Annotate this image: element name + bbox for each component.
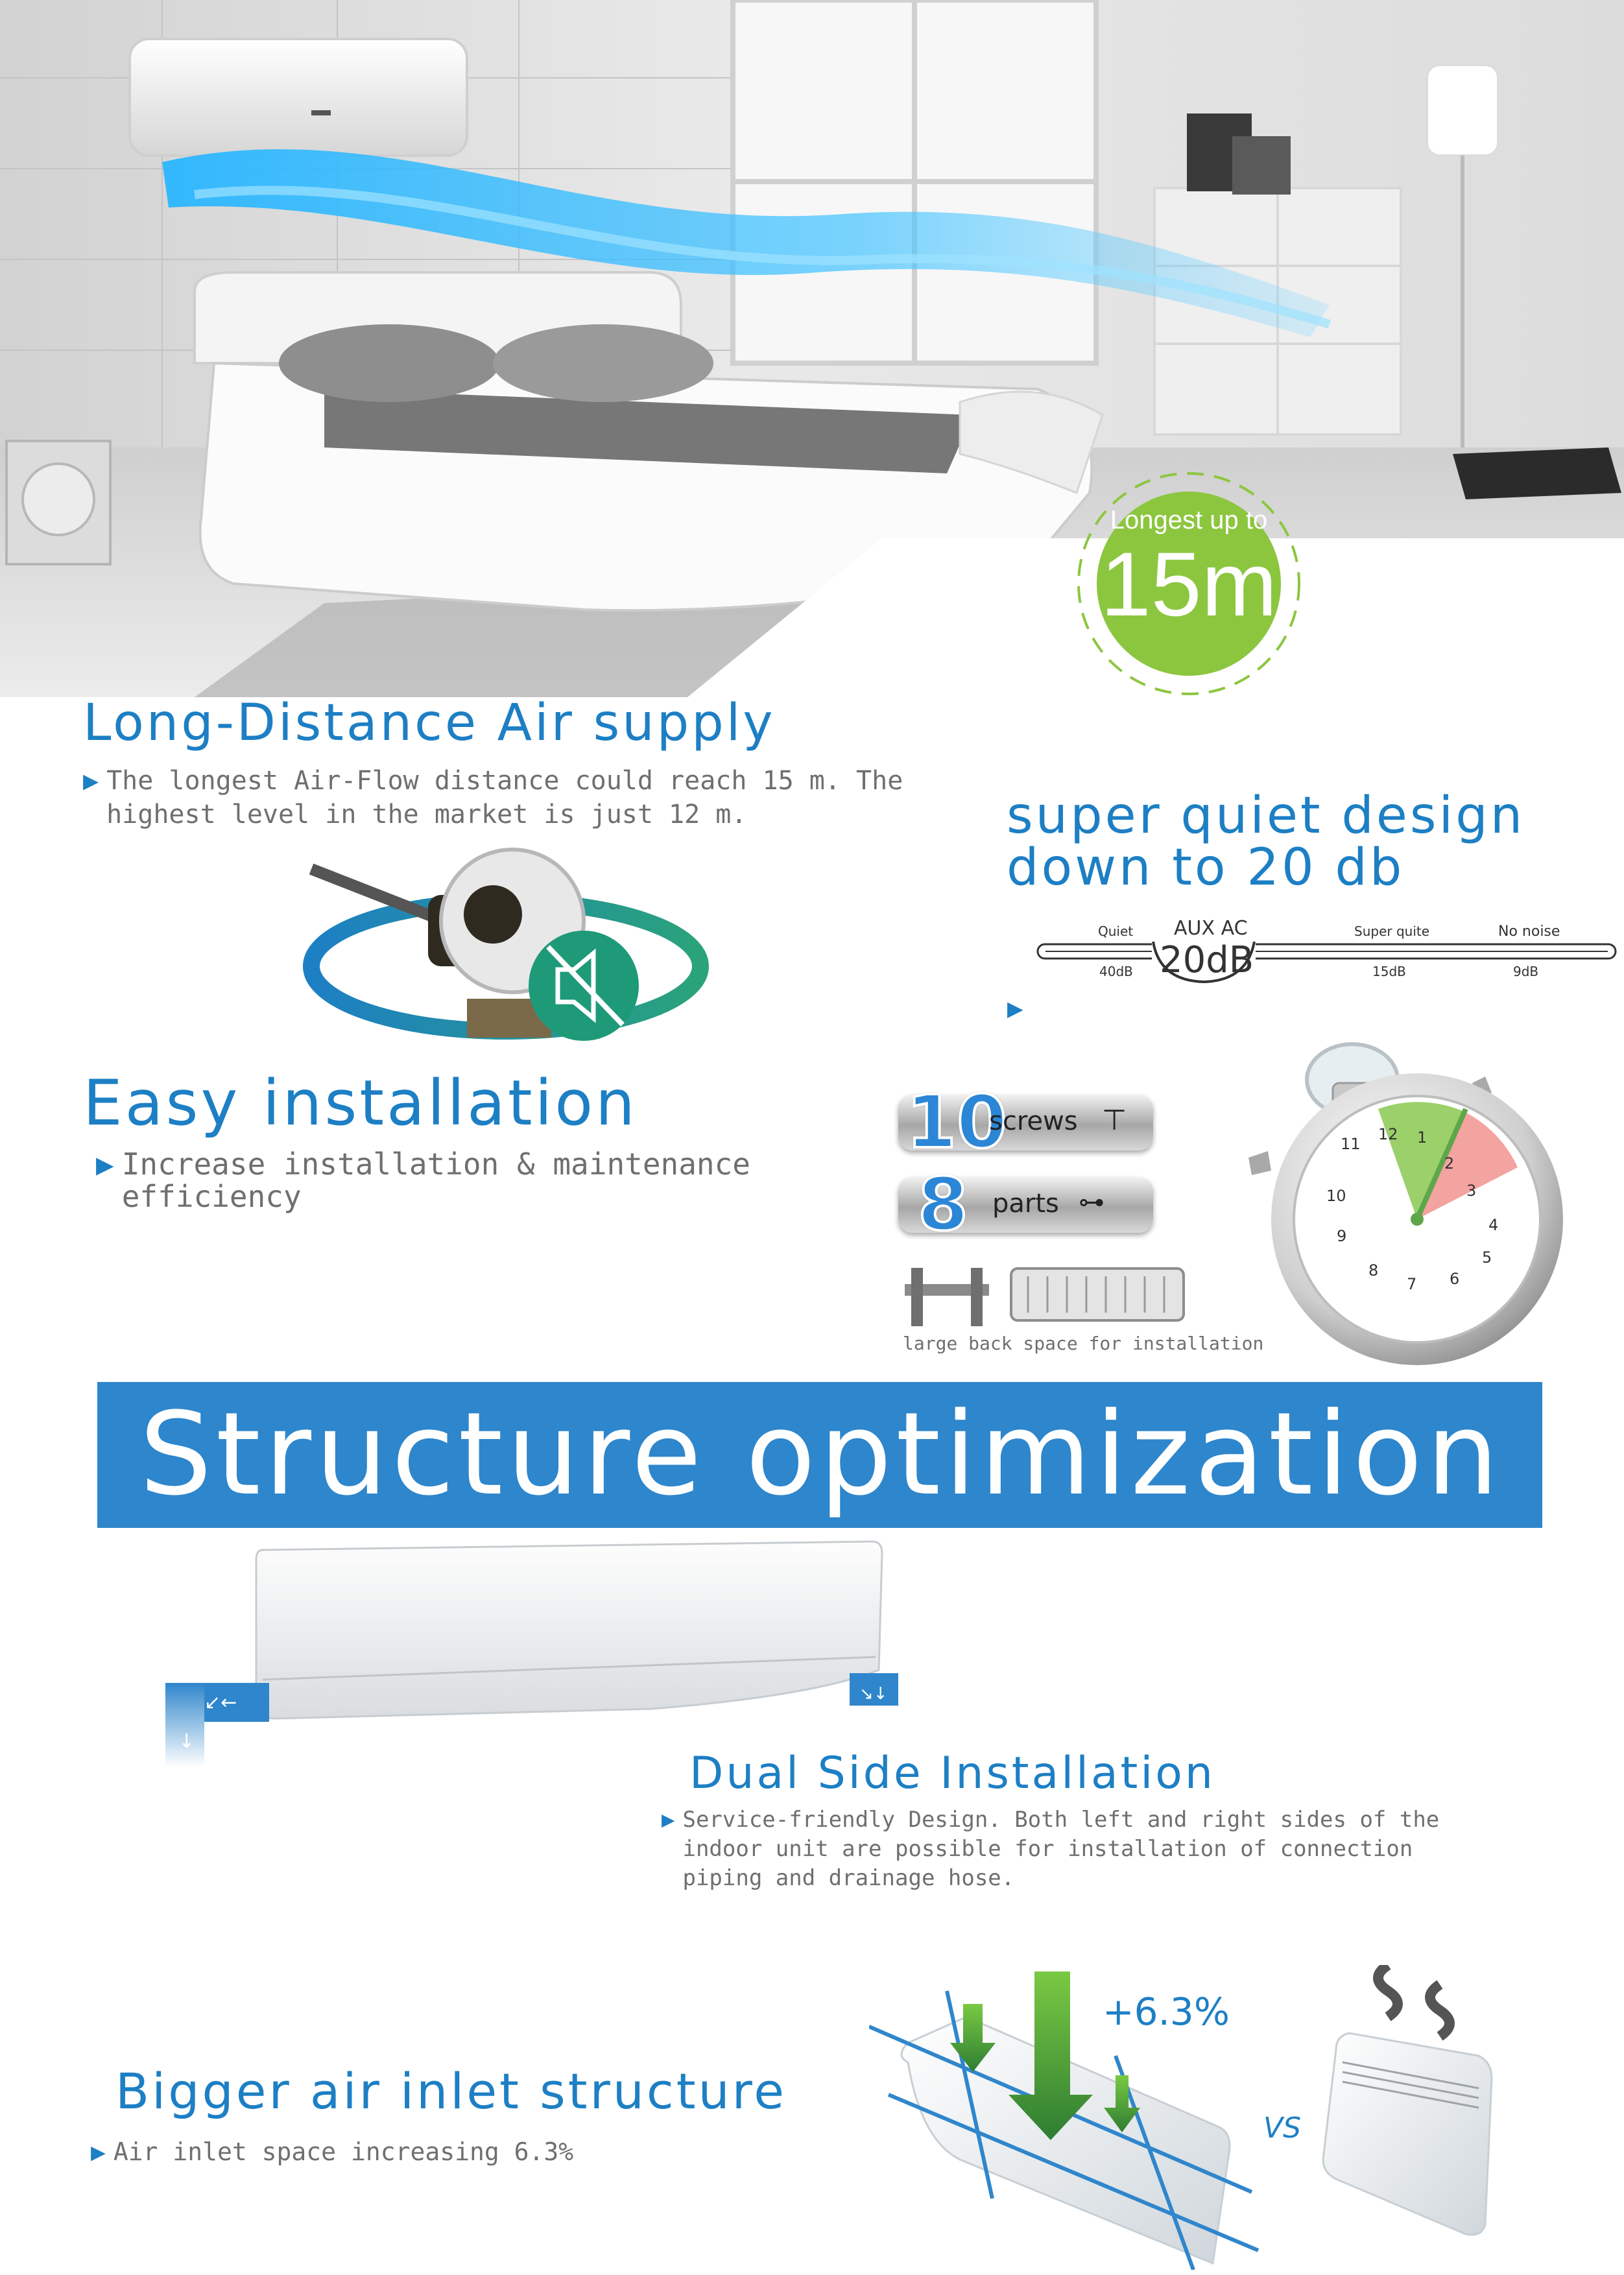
distance-badge	[1040, 467, 1338, 700]
badge-top-text: Longest up to	[1110, 506, 1268, 534]
noise-label-super-quite: Super quite	[1354, 923, 1430, 939]
parts-badge	[898, 1163, 1153, 1247]
parts-number: 8	[918, 1163, 968, 1247]
inlet-comparison-icon	[869, 1965, 1615, 2270]
noise-label-quiet: Quiet	[1098, 923, 1134, 939]
noise-label-aux: AUX AC	[1174, 917, 1248, 940]
svg-text:↙←: ↙←	[204, 1691, 237, 1714]
dual-side-line2: indoor unit are possible for installation of connection	[682, 1836, 1413, 1862]
dual-side-text	[682, 1805, 1439, 1893]
bullet-arrow-icon: ▶	[83, 766, 99, 796]
mounting-bracket-icon	[898, 1268, 996, 1326]
dual-side-illustration	[165, 1540, 898, 1774]
bullet-arrow-icon: ▶	[662, 1807, 675, 1833]
dial-3: 3	[1466, 1182, 1477, 1200]
dial-8: 8	[1368, 1261, 1379, 1280]
dial-11: 11	[1341, 1135, 1361, 1153]
bracket-illustration	[898, 1268, 996, 1326]
screws-label: screws	[989, 1106, 1078, 1136]
easy-install-line2: efficiency	[121, 1179, 302, 1214]
hero-bedroom-image	[0, 0, 1624, 697]
inlet-description	[91, 2138, 675, 2166]
long-distance-description	[83, 764, 965, 831]
easy-install-title: Easy installation	[83, 1067, 638, 1139]
quiet-title-line1: super quiet design	[1007, 787, 1525, 845]
dual-side-line1: Service-friendly Design. Both left and right sides of the	[682, 1807, 1440, 1833]
screws-number: 10	[906, 1080, 1007, 1165]
long-distance-title: Long-Distance Air supply	[83, 694, 776, 752]
inlet-vs-label: VS	[1263, 2112, 1302, 2145]
noise-value-15: 15dB	[1372, 964, 1406, 979]
long-distance-text	[106, 764, 903, 831]
dial-6: 6	[1450, 1270, 1460, 1288]
quiet-bullet-arrow-icon: ▶	[1007, 996, 1023, 1021]
chassis-illustration	[1009, 1263, 1187, 1325]
dual-side-title: Dual Side Installation	[689, 1748, 1215, 1799]
structure-banner-title: Structure optimization	[139, 1388, 1503, 1521]
bullet-arrow-icon: ▶	[91, 2138, 106, 2166]
noise-scale	[1036, 916, 1617, 987]
bullet-arrow-icon: ▶	[96, 1147, 114, 1182]
long-distance-line1: The longest Air-Flow distance could reach 15 m. The	[106, 766, 903, 796]
dial-5: 5	[1482, 1248, 1492, 1267]
inlet-increase-label: +6.3%	[1103, 1990, 1230, 2034]
easy-install-text	[122, 1148, 750, 1213]
noise-label-no-noise: No noise	[1498, 923, 1560, 940]
svg-text:↓: ↓	[178, 1730, 195, 1753]
motor-illustration	[298, 824, 713, 1057]
back-space-caption: large back space for installation	[903, 1333, 1264, 1354]
dial-2: 2	[1444, 1154, 1455, 1173]
noise-value-20: 20dB	[1160, 939, 1254, 981]
inlet-title: Bigger air inlet structure	[115, 2062, 787, 2120]
stopwatch-icon	[1236, 1031, 1586, 1368]
noise-value-40: 40dB	[1099, 964, 1133, 979]
dual-side-description	[662, 1805, 1492, 1893]
dual-side-line3: piping and drainage hose.	[682, 1865, 1015, 1891]
indoor-chassis-icon	[1009, 1263, 1187, 1325]
noise-value-9: 9dB	[1513, 964, 1539, 979]
quiet-title	[1007, 787, 1525, 897]
quiet-title-line2: down to 20 db	[1007, 839, 1405, 897]
dial-1: 1	[1417, 1128, 1427, 1147]
indoor-unit-dual-side-icon	[165, 1540, 898, 1774]
bedroom-illustration	[0, 0, 1624, 697]
structure-banner	[97, 1382, 1542, 1528]
dial-10: 10	[1326, 1187, 1346, 1205]
svg-text:↘↓: ↘↓	[859, 1684, 888, 1704]
stopwatch-illustration	[1236, 1031, 1586, 1368]
inlet-line1: Air inlet space increasing 6.3%	[113, 2138, 574, 2166]
easy-install-line1: Increase installation & maintenance	[121, 1147, 751, 1182]
long-distance-line2: highest level in the market is just 12 m.	[106, 800, 747, 829]
dial-12: 12	[1378, 1125, 1398, 1143]
parts-label: parts	[992, 1189, 1059, 1219]
badge-value: 15m	[1100, 533, 1278, 635]
link-icon: ⊶	[1079, 1187, 1105, 1217]
silent-motor-icon	[298, 824, 713, 1057]
screw-icon: ⊤	[1102, 1104, 1127, 1137]
inlet-comparison-illustration	[869, 1965, 1615, 2270]
dial-7: 7	[1407, 1275, 1417, 1293]
dial-9: 9	[1337, 1227, 1347, 1245]
screws-badge	[898, 1080, 1153, 1165]
easy-install-description	[96, 1148, 809, 1213]
dial-4: 4	[1488, 1216, 1499, 1234]
